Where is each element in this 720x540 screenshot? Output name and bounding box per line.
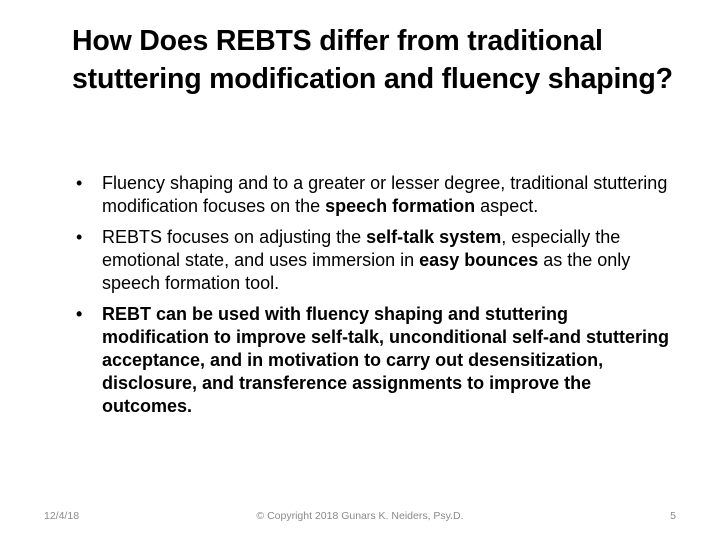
- bullet-item-3: [76, 303, 676, 418]
- bullet-2-text-mid: , especially the emotional state, and uses immersion in: [102, 227, 621, 270]
- bullet-list: [76, 172, 676, 426]
- footer-copyright: © Copyright 2018 Gunars K. Neiders, Psy.D.: [256, 510, 464, 522]
- bullet-dot-icon: •: [76, 304, 83, 324]
- bullet-dot-icon: •: [76, 227, 83, 247]
- bullet-1-bold: speech formation: [325, 196, 476, 216]
- bullet-2-bold-2: easy bounces: [419, 250, 539, 270]
- bullet-dot-icon: •: [76, 173, 83, 193]
- slide-title: How Does REBTS differ from traditional stuttering modification and fluency shaping?: [72, 25, 673, 95]
- bullet-1-text-end: aspect.: [475, 196, 539, 216]
- bullet-2-bold-1: self-talk system: [366, 227, 502, 247]
- bullet-2-text-end: as the only speech formation tool.: [102, 250, 631, 293]
- bullet-item-1: [76, 172, 676, 218]
- footer-page-number: 5: [670, 510, 676, 522]
- footer-date: 12/4/18: [44, 510, 80, 522]
- bullet-2-text: REBTS focuses on adjusting the: [102, 227, 367, 247]
- bullet-1-text: Fluency shaping and to a greater or lesser degree, traditional stuttering modification focuses on the: [102, 173, 668, 216]
- bullet-item-2: [76, 226, 676, 295]
- bullet-3-text: REBT can be used with fluency shaping and stuttering modification to improve self-talk, unconditional self-and stuttering acceptance, and in motivation to carry out desensitization, disclosure, and transference assignments to improve the outcomes.: [102, 304, 670, 416]
